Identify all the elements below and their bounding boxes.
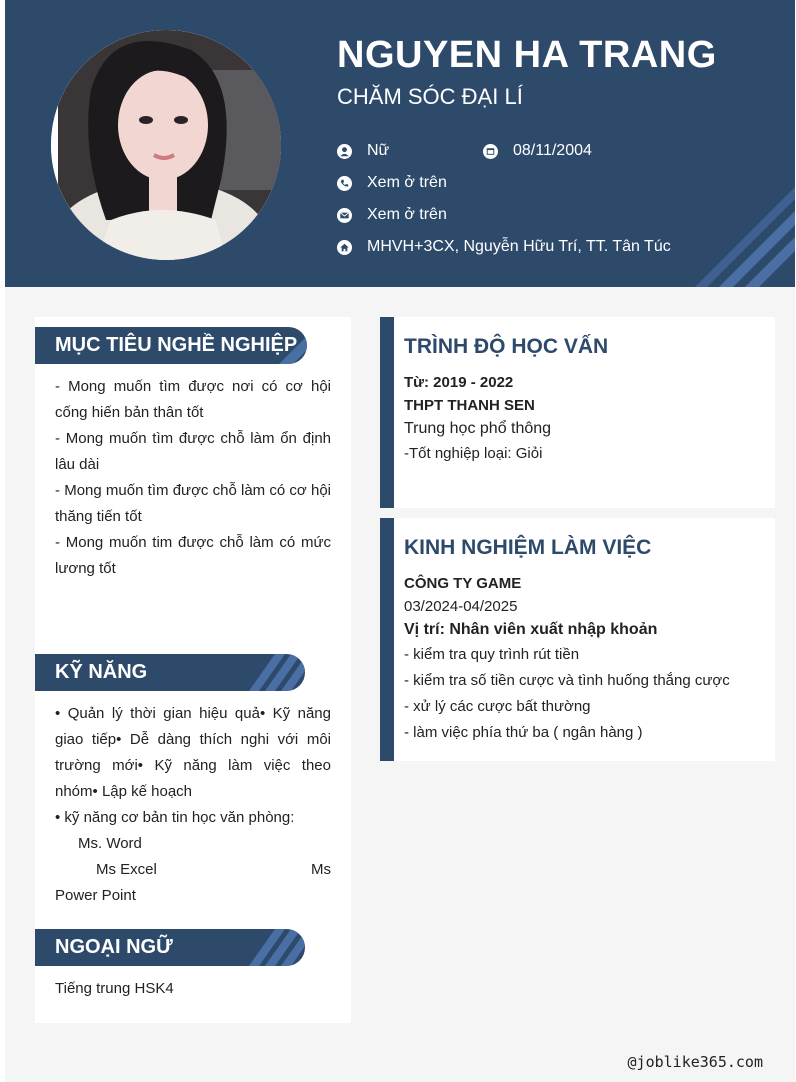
gender-value: Nữ xyxy=(367,142,390,159)
email-icon xyxy=(337,208,352,223)
header-stripes xyxy=(665,177,795,287)
user-icon xyxy=(337,144,352,159)
education-period: Từ: 2019 - 2022 xyxy=(404,374,514,391)
experience-task: - kiểm tra số tiền cược và tình huống thắng cược xyxy=(404,672,730,689)
objective-text xyxy=(55,374,331,582)
footer-watermark: @joblike365.com xyxy=(627,1053,763,1071)
skills-summary: • Quản lý thời gian hiệu quả• Kỹ năng giao tiếp• Dễ dàng thích nghi với môi trường mới• Kỹ năng làm việc theo nhóm• Lập kế hoạch xyxy=(55,705,331,800)
header xyxy=(5,0,795,287)
skill-ms: Ms xyxy=(311,861,331,878)
education-school: THPT THANH SEN xyxy=(404,397,535,414)
phone-value: Xem ở trên xyxy=(367,174,447,191)
dob-value: 08/11/2004 xyxy=(513,142,592,159)
calendar-icon xyxy=(483,144,498,159)
left-column xyxy=(35,317,351,1023)
resume-page xyxy=(5,0,795,1082)
job-title: CHĂM SÓC ĐẠI LÍ xyxy=(337,84,523,109)
skill-word: Ms. Word xyxy=(78,835,142,852)
email-row xyxy=(337,204,447,226)
address-value: MHVH+3CX, Nguyễn Hữu Trí, TT. Tân Túc xyxy=(367,238,671,255)
card-accent-bar xyxy=(380,317,394,508)
address-row xyxy=(337,236,671,258)
experience-period: 03/2024-04/2025 xyxy=(404,598,518,615)
candidate-name: NGUYEN HA TRANG xyxy=(337,34,717,76)
experience-task: - xử lý các cược bất thường xyxy=(404,698,591,715)
skill-excel: Ms Excel xyxy=(96,861,157,878)
education-level: Trung học phổ thông xyxy=(404,420,552,437)
objective-line: - Mong muốn tìm được nơi có cơ hội cống hiến bản thân tốt xyxy=(55,378,331,421)
phone-row xyxy=(337,172,447,194)
objective-line: - Mong muốn tim được chỗ làm có mức lương tốt xyxy=(55,534,331,577)
experience-heading: KINH NGHIỆM LÀM VIỆC xyxy=(404,536,652,559)
office-skill: • kỹ năng cơ bản tin học văn phòng: xyxy=(55,809,295,826)
skills-heading: KỸ NĂNG xyxy=(35,654,305,691)
skills-text xyxy=(55,701,331,909)
education-heading: TRÌNH ĐỘ HỌC VẤN xyxy=(404,335,609,358)
objective-heading: MỤC TIÊU NGHỀ NGHIỆP xyxy=(35,327,307,364)
profile-photo xyxy=(51,30,281,260)
experience-card xyxy=(380,518,775,761)
objective-line: - Mong muốn tìm được chỗ làm có cơ hội thăng tiến tốt xyxy=(55,482,331,525)
experience-position: Vị trí: Nhân viên xuất nhập khoản xyxy=(404,621,658,638)
education-card xyxy=(380,317,775,508)
experience-task: - kiểm tra quy trình rút tiền xyxy=(404,646,580,663)
languages-text: Tiếng trung HSK4 xyxy=(55,980,174,997)
education-note: -Tốt nghiệp loại: Giỏi xyxy=(404,445,543,462)
dob-row xyxy=(483,140,592,162)
gender-row xyxy=(337,140,389,162)
home-icon xyxy=(337,240,352,255)
email-value: Xem ở trên xyxy=(367,206,447,223)
languages-heading: NGOẠI NGỮ xyxy=(35,929,305,966)
phone-icon xyxy=(337,176,352,191)
objective-line: - Mong muốn tìm được chỗ làm ổn định lâu dài xyxy=(55,430,331,473)
experience-company: CÔNG TY GAME xyxy=(404,575,522,592)
experience-task: - làm việc phía thứ ba ( ngân hàng ) xyxy=(404,724,643,741)
skill-powerpoint: Power Point xyxy=(55,887,136,904)
card-accent-bar xyxy=(380,518,394,761)
